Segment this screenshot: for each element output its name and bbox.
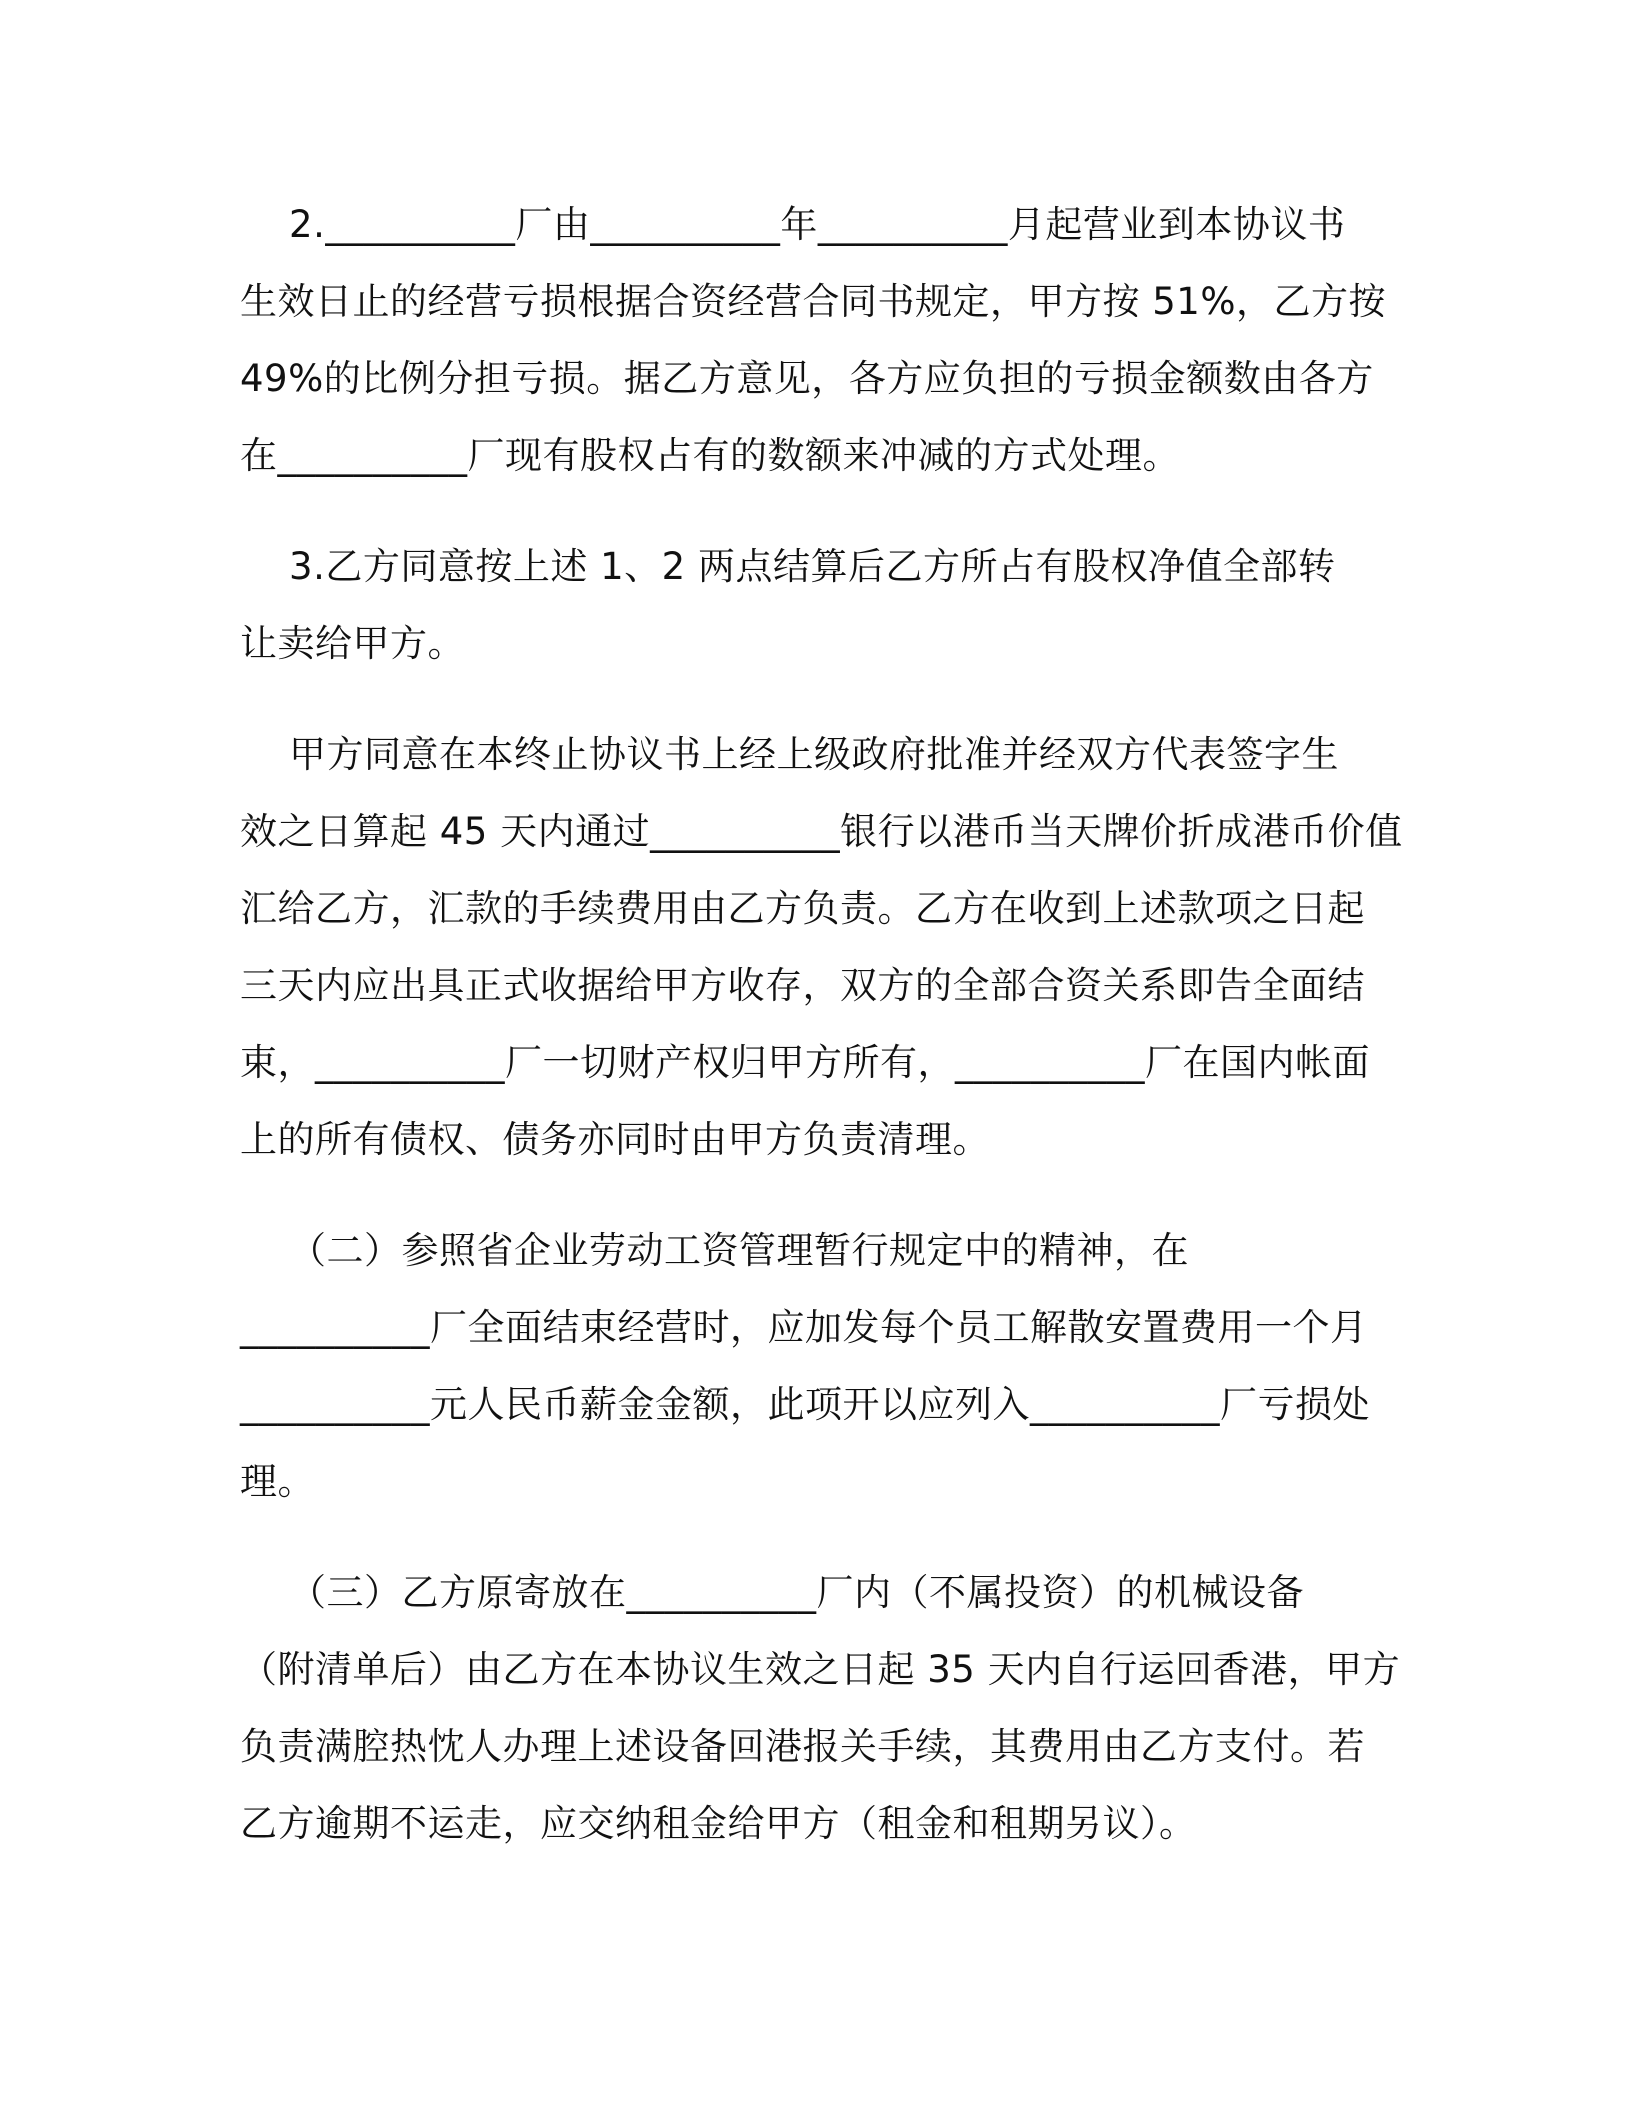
text-line: 上的所有债权、债务亦同时由甲方负责清理。: [240, 1118, 990, 1161]
paragraph-section-2: [240, 1212, 1400, 1520]
text-line: 效之日算起 45 天内通过__________银行以港币当天牌价折成港币价值: [240, 810, 1403, 853]
text-line: 3.乙方同意按上述 1、2 两点结算后乙方所占有股权净值全部转: [240, 545, 1336, 588]
paragraph-spacer: [240, 494, 1400, 528]
text-line: 让卖给甲方。: [240, 622, 465, 665]
text-line: __________厂全面结束经营时，应加发每个员工解散安置费用一个月: [240, 1306, 1368, 1349]
text-line: 汇给乙方，汇款的手续费用由乙方负责。乙方在收到上述款项之日起: [240, 887, 1365, 930]
text-line: 三天内应出具正式收据给甲方收存，双方的全部合资关系即告全面结: [240, 964, 1365, 1007]
text-line: __________元人民币薪金金额，此项开以应列入__________厂亏损处: [240, 1383, 1370, 1426]
document-body: [240, 186, 1403, 1862]
text-line: 理。: [240, 1460, 315, 1503]
paragraph-spacer: [240, 1520, 1400, 1554]
text-line: 生效日止的经营亏损根据合资经营合同书规定，甲方按 51%，乙方按: [240, 280, 1386, 323]
text-line: 束，__________厂一切财产权归甲方所有，__________厂在国内帐面: [240, 1041, 1370, 1084]
text-line: 49%的比例分担亏损。据乙方意见，各方应负担的亏损金额数由各方: [240, 357, 1374, 400]
paragraph-spacer: [240, 682, 1400, 716]
text-line: 甲方同意在本终止协议书上经上级政府批准并经双方代表签字生: [240, 733, 1340, 776]
paragraph-item-3: [240, 528, 1400, 682]
text-line: （三）乙方原寄放在__________厂内（不属投资）的机械设备: [240, 1571, 1305, 1614]
text-line: 负责满腔热忱人办理上述设备回港报关手续，其费用由乙方支付。若: [240, 1725, 1365, 1768]
paragraph-payment: [240, 716, 1403, 1178]
paragraph-item-2: [240, 186, 1400, 494]
paragraph-section-3: [240, 1554, 1400, 1862]
paragraph-spacer: [240, 1178, 1400, 1212]
text-line: （二）参照省企业劳动工资管理暂行规定中的精神，在: [240, 1229, 1190, 1272]
text-line: 乙方逾期不运走，应交纳租金给甲方（租金和租期另议）。: [240, 1802, 1197, 1845]
text-line: （附清单后）由乙方在本协议生效之日起 35 天内自行运回香港，甲方: [240, 1648, 1401, 1691]
text-line: 2.__________厂由__________年__________月起营业到本协议书: [240, 203, 1346, 246]
text-line: 在__________厂现有股权占有的数额来冲减的方式处理。: [240, 434, 1180, 477]
